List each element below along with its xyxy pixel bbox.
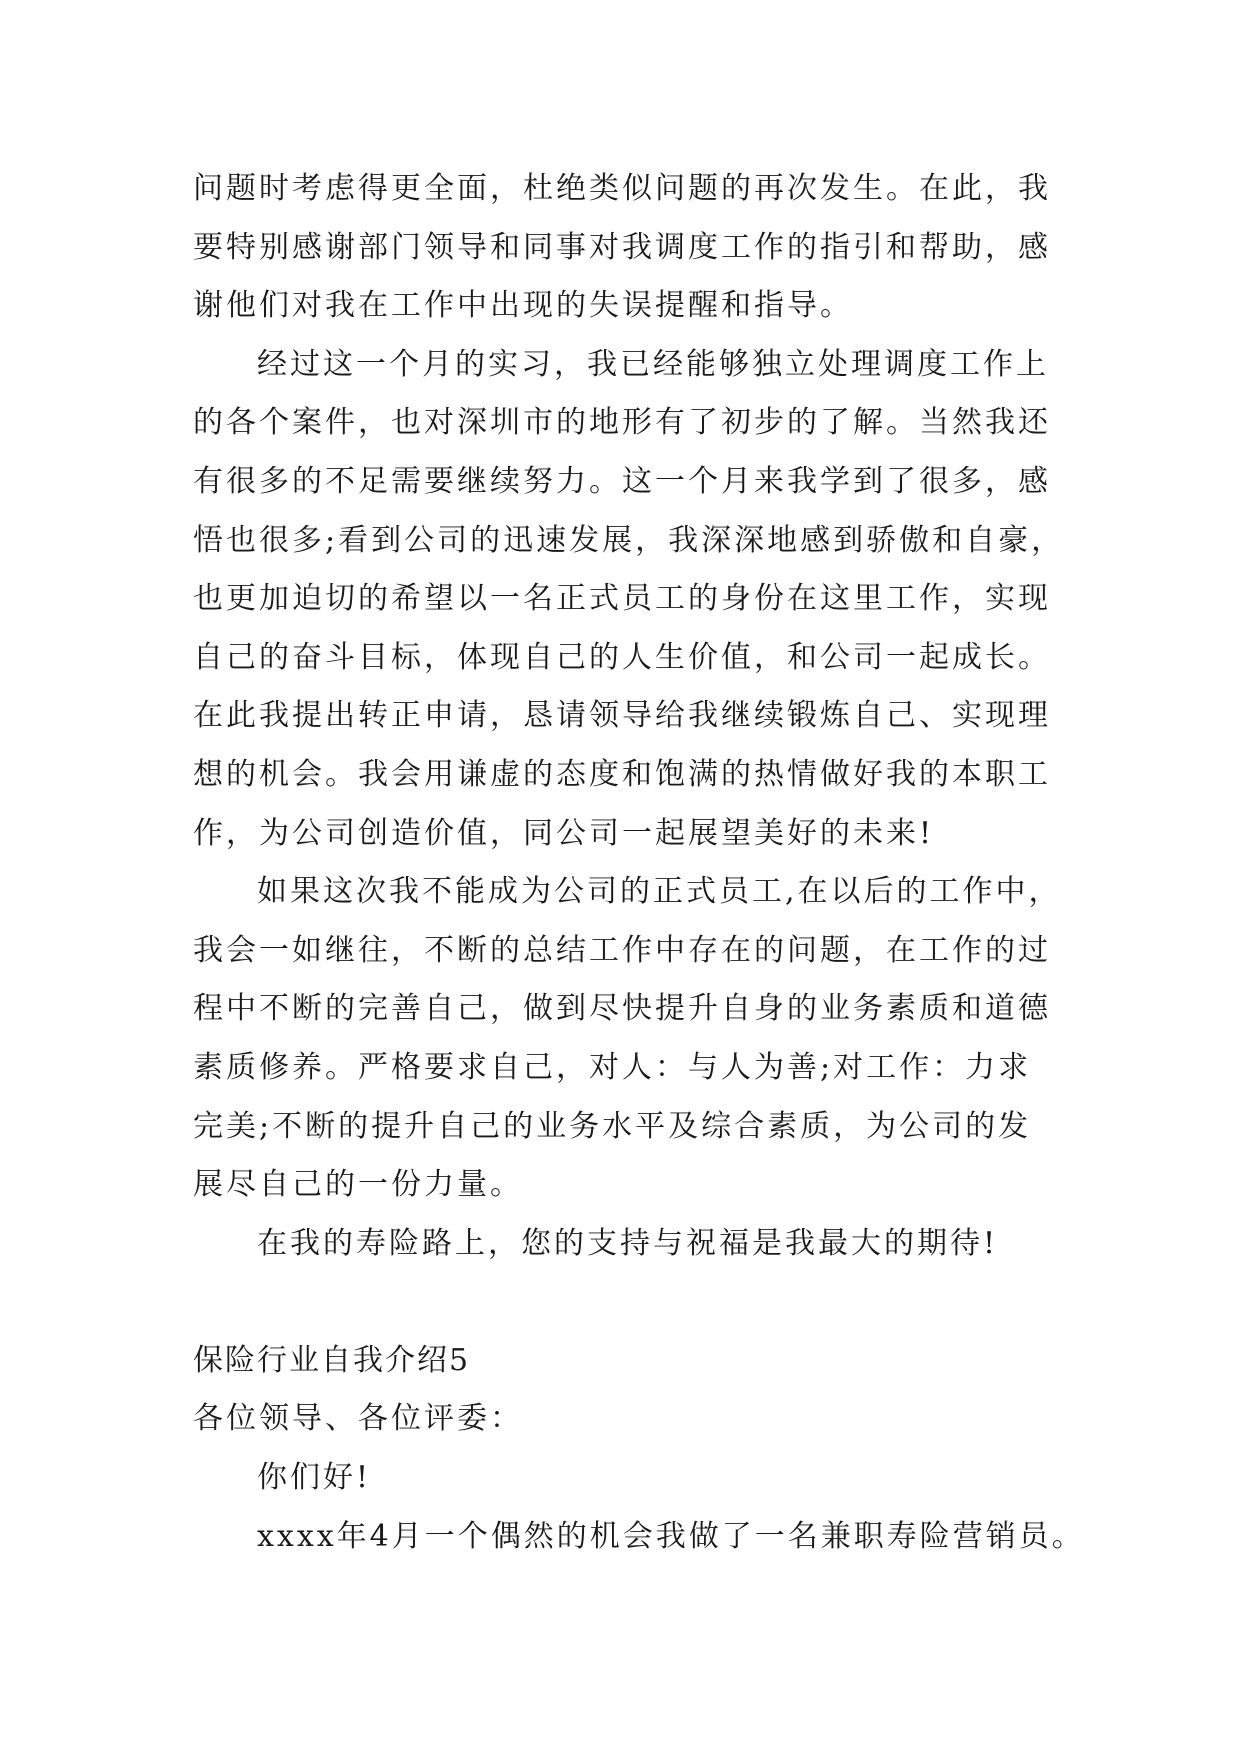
paragraph-line: 素质修养。严格要求自己，对人：与人为善;对工作：力求 [193,1049,1032,1085]
paragraph-line: 要特别感谢部门领导和同事对我调度工作的指引和帮助，感 [193,229,1051,265]
paragraph-line: 完美;不断的提升自己的业务水平及综合素质，为公司的发 [193,1108,1032,1144]
paragraph-line: 作，为公司创造价值，同公司一起展望美好的未来! [193,815,935,851]
paragraph-line: 我会一如继往，不断的总结工作中存在的问题，在工作的过 [193,932,1051,968]
paragraph-line: 如果这次我不能成为公司的正式员工,在以后的工作中， [257,874,1062,910]
paragraph-line: 在此我提出转正申请，恳请领导给我继续锻炼自己、实现理 [193,698,1051,734]
blank-line [193,1273,1073,1332]
paragraph-line: 也更加迫切的希望以一名正式员工的身份在这里工作，实现 [193,581,1051,617]
closing-line: 在我的寿险路上，您的支持与祝福是我最大的期待! [257,1225,999,1261]
paragraph-line: xxxx年4月一个偶然的机会我做了一名兼职寿险营销员。 [257,1518,1085,1554]
greeting: 你们好! [257,1460,372,1496]
paragraph-line: 想的机会。我会用谦虚的态度和饱满的热情做好我的本职工 [193,756,1051,792]
paragraph-line: 悟也很多;看到公司的迅速发展，我深深地感到骄傲和自豪， [193,522,1065,558]
paragraph-line: 展尽自己的一份力量。 [193,1167,523,1203]
paragraph-line: 有很多的不足需要继续努力。这一个月来我学到了很多，感 [193,463,1051,499]
salutation: 各位领导、各位评委： [193,1401,523,1437]
section-heading: 保险行业自我介绍5 [193,1342,471,1378]
document-body [193,160,1085,1566]
paragraph-line: 问题时考虑得更全面，杜绝类似问题的再次发生。在此，我 [193,171,1051,206]
paragraph-line: 自己的奋斗目标，体现自己的人生价值，和公司一起成长。 [193,639,1051,675]
paragraph-line: 谢他们对我在工作中出现的失误提醒和指导。 [193,288,853,324]
paragraph-line: 经过这一个月的实习，我已经能够独立处理调度工作上 [257,346,1049,382]
paragraph-line: 的各个案件，也对深圳市的地形有了初步的了解。当然我还 [193,405,1051,441]
paragraph-line: 程中不断的完善自己，做到尽快提升自身的业务素质和道德 [193,991,1051,1027]
